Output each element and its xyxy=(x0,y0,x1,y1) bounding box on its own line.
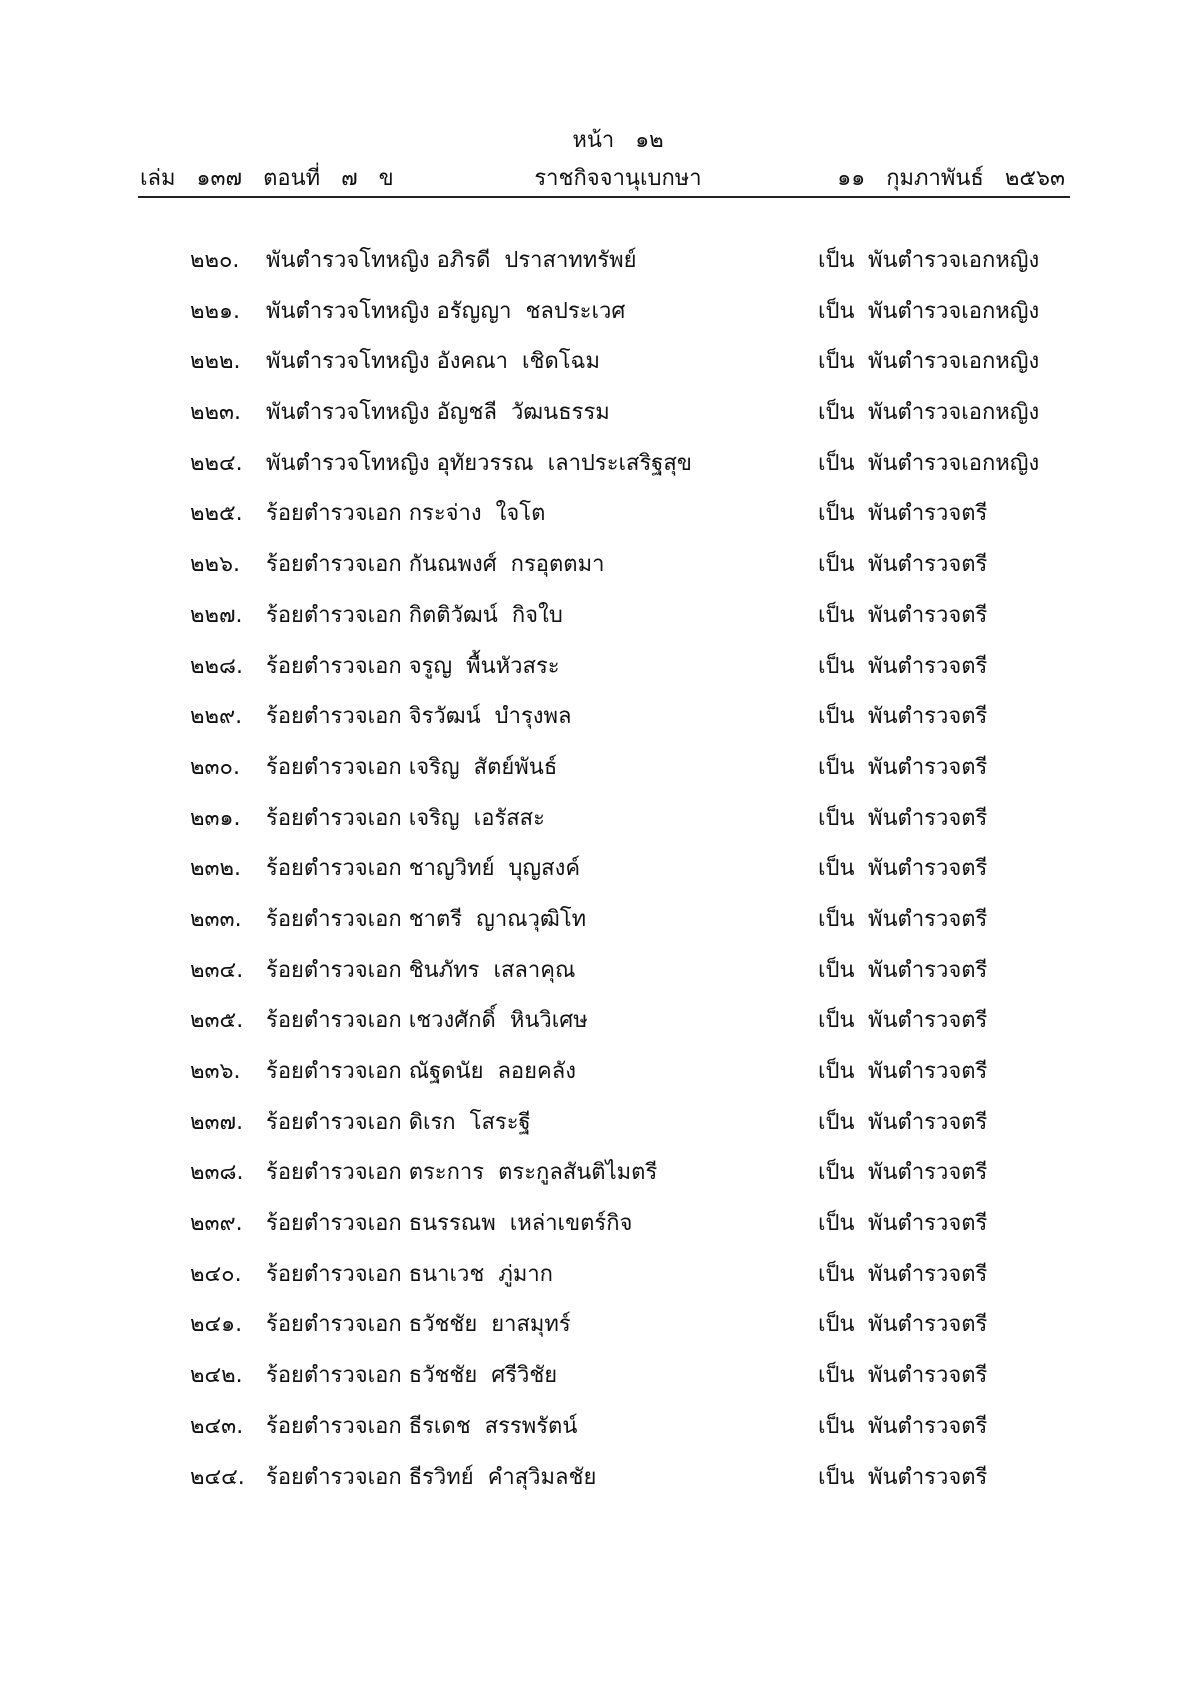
new-rank: พันตำรวจตรี xyxy=(868,856,988,882)
entry-number: ๒๓๔. xyxy=(190,957,244,983)
given-name: ธวัชชัย xyxy=(408,1312,478,1338)
given-name: กิตติวัฒน์ xyxy=(408,602,498,628)
new-rank: พันตำรวจตรี xyxy=(868,1059,988,1084)
new-rank: พันตำรวจเอกหญิง xyxy=(868,298,1040,324)
new-rank: พันตำรวจตรี xyxy=(868,957,988,983)
surname: ภู่มาก xyxy=(498,1261,553,1287)
surname: เหล่าเขตร์กิจ xyxy=(509,1211,633,1237)
given-name: ชาญวิทย์ xyxy=(408,856,495,882)
becomes-word: เป็น xyxy=(818,906,855,932)
surname: สรรพรัตน์ xyxy=(484,1413,578,1439)
new-rank: พันตำรวจตรี xyxy=(868,1464,988,1490)
current-rank: ร้อยตำรวจเอก xyxy=(266,704,402,730)
entry-name xyxy=(266,850,580,885)
entry-name xyxy=(266,1002,588,1037)
volume-number: ๑๓๗ xyxy=(196,166,243,191)
entry-number: ๒๒๖. xyxy=(190,552,240,578)
surname: กิจใบ xyxy=(511,602,563,628)
current-rank: ร้อยตำรวจเอก xyxy=(266,552,402,578)
surname: บุญสงค์ xyxy=(508,856,581,882)
list-item xyxy=(0,1398,1200,1449)
entry-name xyxy=(266,1053,576,1088)
entry-name xyxy=(266,1104,531,1139)
becomes-word: เป็น xyxy=(818,1363,855,1389)
page-number xyxy=(0,122,1200,157)
given-name: ธีรเดช xyxy=(408,1413,471,1439)
volume-label: เล่ม xyxy=(140,166,176,191)
list-item xyxy=(0,688,1200,739)
entry-name xyxy=(266,445,692,480)
current-rank: ร้อยตำรวจเอก xyxy=(266,1464,402,1490)
current-rank: ร้อยตำรวจเอก xyxy=(266,805,402,831)
given-name: ชาตรี xyxy=(408,906,463,932)
becomes-word: เป็น xyxy=(818,400,855,426)
new-rank: พันตำรวจตรี xyxy=(868,653,988,679)
list-item xyxy=(0,587,1200,638)
list-item xyxy=(0,739,1200,790)
entry-number: ๒๔๐. xyxy=(190,1261,242,1287)
entry-number: ๒๒๓. xyxy=(190,400,242,426)
becomes-word: เป็น xyxy=(818,450,855,476)
surname: ลอยคลัง xyxy=(497,1059,576,1084)
surname: ชลประเวศ xyxy=(525,298,626,324)
new-rank: พันตำรวจตรี xyxy=(868,1312,988,1338)
becomes-word: เป็น xyxy=(818,349,855,375)
new-rank: พันตำรวจตรี xyxy=(868,552,988,578)
list-item xyxy=(0,435,1200,486)
current-rank: พันตำรวจโทหญิง xyxy=(266,349,430,375)
list-item xyxy=(0,840,1200,891)
new-rank: พันตำรวจตรี xyxy=(868,1008,988,1034)
becomes-word: เป็น xyxy=(818,653,855,679)
new-rank: พันตำรวจตรี xyxy=(868,1160,988,1186)
new-rank: พันตำรวจตรี xyxy=(868,501,988,527)
becomes-word: เป็น xyxy=(818,1160,855,1186)
current-rank: ร้อยตำรวจเอก xyxy=(266,501,402,527)
entry-number: ๒๓๓. xyxy=(190,906,242,932)
entry-name xyxy=(266,698,572,733)
becomes-word: เป็น xyxy=(818,248,855,273)
given-name: อภิรดี xyxy=(436,248,491,273)
surname: บำรุงพล xyxy=(494,704,572,730)
surname: พื้นหัวสระ xyxy=(466,653,560,679)
given-name: ชินภัทร xyxy=(408,957,480,983)
given-name: เชวงศักดิ์ xyxy=(408,1008,496,1034)
becomes-word: เป็น xyxy=(818,298,855,324)
entry-number: ๒๓๕. xyxy=(190,1008,244,1034)
entry-name xyxy=(266,1205,632,1240)
list-item xyxy=(0,638,1200,689)
entry-number: ๒๒๗. xyxy=(190,602,243,628)
given-name: ธนาเวช xyxy=(408,1261,485,1287)
current-rank: พันตำรวจโทหญิง xyxy=(266,450,430,476)
new-rank: พันตำรวจตรี xyxy=(868,754,988,780)
entry-number: ๒๓๘. xyxy=(190,1160,244,1186)
page-label: หน้า xyxy=(572,128,615,153)
surname: หินวิเศษ xyxy=(509,1008,588,1034)
surname: ใจโต xyxy=(495,501,546,527)
surname: เลาประเสริฐสุข xyxy=(547,450,692,476)
entry-name xyxy=(266,1256,553,1291)
becomes-word: เป็น xyxy=(818,805,855,831)
given-name: ณัฐดนัย xyxy=(408,1059,484,1084)
part-number: ๗ xyxy=(341,166,358,191)
publication-title: ราชกิจจานุเบกษา xyxy=(534,166,702,191)
becomes-word: เป็น xyxy=(818,1211,855,1237)
current-rank: พันตำรวจโทหญิง xyxy=(266,248,430,273)
list-item xyxy=(0,333,1200,384)
given-name: อุทัยวรรณ xyxy=(436,450,534,476)
date-day: ๑๑ xyxy=(837,166,866,191)
current-rank: พันตำรวจโทหญิง xyxy=(266,298,430,324)
entry-number: ๒๓๗. xyxy=(190,1109,244,1135)
current-rank: ร้อยตำรวจเอก xyxy=(266,1008,402,1034)
current-rank: ร้อยตำรวจเอก xyxy=(266,653,402,679)
list-item xyxy=(0,1347,1200,1398)
entry-number: ๒๓๑. xyxy=(190,805,241,831)
list-item xyxy=(0,1246,1200,1297)
entry-name xyxy=(266,343,600,378)
date-month: กุมภาพันธ์ xyxy=(886,166,984,191)
current-rank: ร้อยตำรวจเอก xyxy=(266,1413,402,1439)
surname: ตระกูลสันติไมตรี xyxy=(498,1160,658,1186)
entry-number: ๒๔๑. xyxy=(190,1312,243,1338)
list-item xyxy=(0,891,1200,942)
becomes-word: เป็น xyxy=(818,754,855,780)
new-rank: พันตำรวจตรี xyxy=(868,1109,988,1135)
list-item xyxy=(0,283,1200,334)
given-name: อรัญญา xyxy=(436,298,512,324)
given-name: ดิเรก xyxy=(408,1109,456,1135)
list-item xyxy=(0,384,1200,435)
entry-name xyxy=(266,749,557,784)
entry-number: ๒๓๐. xyxy=(190,754,240,780)
new-rank: พันตำรวจตรี xyxy=(868,1413,988,1439)
entry-number: ๒๓๙. xyxy=(190,1211,243,1237)
list-item xyxy=(0,1195,1200,1246)
entry-name xyxy=(266,952,575,987)
entry-name xyxy=(266,242,637,277)
given-name: กันณพงศ์ xyxy=(408,552,497,578)
current-rank: ร้อยตำรวจเอก xyxy=(266,856,402,882)
new-rank: พันตำรวจตรี xyxy=(868,805,988,831)
given-name: อัญชลี xyxy=(436,400,497,426)
current-rank: ร้อยตำรวจเอก xyxy=(266,1211,402,1237)
new-rank: พันตำรวจตรี xyxy=(868,704,988,730)
given-name: ธวัชชัย xyxy=(408,1363,478,1389)
list-item xyxy=(0,1094,1200,1145)
becomes-word: เป็น xyxy=(818,1312,855,1338)
given-name: จรูญ xyxy=(408,653,453,679)
new-rank: พันตำรวจเอกหญิง xyxy=(868,450,1040,476)
current-rank: ร้อยตำรวจเอก xyxy=(266,754,402,780)
entry-number: ๒๒๘. xyxy=(190,653,243,679)
surname: ยาสมุทร์ xyxy=(491,1312,571,1338)
list-item xyxy=(0,232,1200,283)
entry-name xyxy=(266,394,610,429)
new-rank: พันตำรวจเอกหญิง xyxy=(868,248,1040,273)
new-rank: พันตำรวจตรี xyxy=(868,1363,988,1389)
entry-number: ๒๓๖. xyxy=(190,1059,241,1084)
given-name: กระจ่าง xyxy=(408,501,482,527)
surname: ญาณวุฒิโท xyxy=(476,906,587,932)
new-rank: พันตำรวจเอกหญิง xyxy=(868,400,1040,426)
new-rank: พันตำรวจตรี xyxy=(868,602,988,628)
becomes-word: เป็น xyxy=(818,1059,855,1084)
becomes-word: เป็น xyxy=(818,957,855,983)
new-rank: พันตำรวจตรี xyxy=(868,1261,988,1287)
current-rank: พันตำรวจโทหญิง xyxy=(266,400,430,426)
becomes-word: เป็น xyxy=(818,552,855,578)
surname: กรอุตตมา xyxy=(510,552,605,578)
current-rank: ร้อยตำรวจเอก xyxy=(266,906,402,932)
surname: คำสุวิมลชัย xyxy=(487,1464,597,1490)
entry-name xyxy=(266,1408,577,1443)
list-item xyxy=(0,942,1200,993)
entry-name xyxy=(266,901,586,936)
entry-number: ๒๒๒. xyxy=(190,349,241,375)
section-letter: ข xyxy=(378,166,394,191)
becomes-word: เป็น xyxy=(818,602,855,628)
entry-number: ๒๔๒. xyxy=(190,1363,243,1389)
entry-name xyxy=(266,1459,596,1494)
surname: ปราสาททรัพย์ xyxy=(504,248,637,273)
current-rank: ร้อยตำรวจเอก xyxy=(266,1160,402,1186)
new-rank: พันตำรวจตรี xyxy=(868,906,988,932)
entry-name xyxy=(266,597,563,632)
entry-number: ๒๓๒. xyxy=(190,856,242,882)
entry-name xyxy=(266,1154,657,1189)
entry-name xyxy=(266,648,560,683)
given-name: อังคณา xyxy=(436,349,508,375)
current-rank: ร้อยตำรวจเอก xyxy=(266,1312,402,1338)
page-number-value: ๑๒ xyxy=(635,128,664,153)
current-rank: ร้อยตำรวจเอก xyxy=(266,602,402,628)
list-item xyxy=(0,1449,1200,1500)
issue-date xyxy=(837,160,1065,195)
becomes-word: เป็น xyxy=(818,1109,855,1135)
list-item xyxy=(0,1043,1200,1094)
given-name: ธนรรณพ xyxy=(408,1211,496,1237)
entry-number: ๒๔๓. xyxy=(190,1413,244,1439)
given-name: เจริญ xyxy=(408,805,460,831)
becomes-word: เป็น xyxy=(818,704,855,730)
list-item xyxy=(0,536,1200,587)
entry-name xyxy=(266,1306,571,1341)
new-rank: พันตำรวจเอกหญิง xyxy=(868,349,1040,375)
entry-number: ๒๔๔. xyxy=(190,1464,245,1490)
given-name: เจริญ xyxy=(408,754,460,780)
becomes-word: เป็น xyxy=(818,856,855,882)
entry-number: ๒๒๙. xyxy=(190,704,243,730)
date-year: ๒๕๖๓ xyxy=(1004,166,1065,191)
surname: โสระฐี xyxy=(469,1109,531,1135)
promotion-list xyxy=(0,232,1200,1499)
given-name: ตระการ xyxy=(408,1160,485,1186)
entry-name xyxy=(266,495,545,530)
surname: เสลาคุณ xyxy=(493,957,576,983)
current-rank: ร้อยตำรวจเอก xyxy=(266,1059,402,1084)
current-rank: ร้อยตำรวจเอก xyxy=(266,1261,402,1287)
becomes-word: เป็น xyxy=(818,1464,855,1490)
surname: เอรัสสะ xyxy=(473,805,545,831)
becomes-word: เป็น xyxy=(818,501,855,527)
entry-name xyxy=(266,293,625,328)
surname: วัฒนธรรม xyxy=(510,400,610,426)
entry-name xyxy=(266,1357,557,1392)
entry-number: ๒๒๑. xyxy=(190,298,240,324)
given-name: ธีรวิทย์ xyxy=(408,1464,474,1490)
surname: ศรีวิชัย xyxy=(491,1363,558,1389)
page-header xyxy=(0,0,1200,200)
entry-number: ๒๒๔. xyxy=(190,450,243,476)
part-label: ตอนที่ xyxy=(263,166,321,191)
becomes-word: เป็น xyxy=(818,1008,855,1034)
list-item xyxy=(0,992,1200,1043)
header-divider xyxy=(138,196,1070,198)
list-item xyxy=(0,1296,1200,1347)
current-rank: ร้อยตำรวจเอก xyxy=(266,1109,402,1135)
list-item xyxy=(0,790,1200,841)
list-item xyxy=(0,485,1200,536)
entry-name xyxy=(266,800,545,835)
new-rank: พันตำรวจตรี xyxy=(868,1211,988,1237)
current-rank: ร้อยตำรวจเอก xyxy=(266,957,402,983)
becomes-word: เป็น xyxy=(818,1261,855,1287)
becomes-word: เป็น xyxy=(818,1413,855,1439)
given-name: จิรวัฒน์ xyxy=(408,704,481,730)
list-item xyxy=(0,1144,1200,1195)
surname: เชิดโฉม xyxy=(522,349,601,375)
entry-number: ๒๒๐. xyxy=(190,248,240,273)
current-rank: ร้อยตำรวจเอก xyxy=(266,1363,402,1389)
entry-number: ๒๒๕. xyxy=(190,501,243,527)
surname: สัตย์พันธ์ xyxy=(473,754,558,780)
entry-name xyxy=(266,546,604,581)
